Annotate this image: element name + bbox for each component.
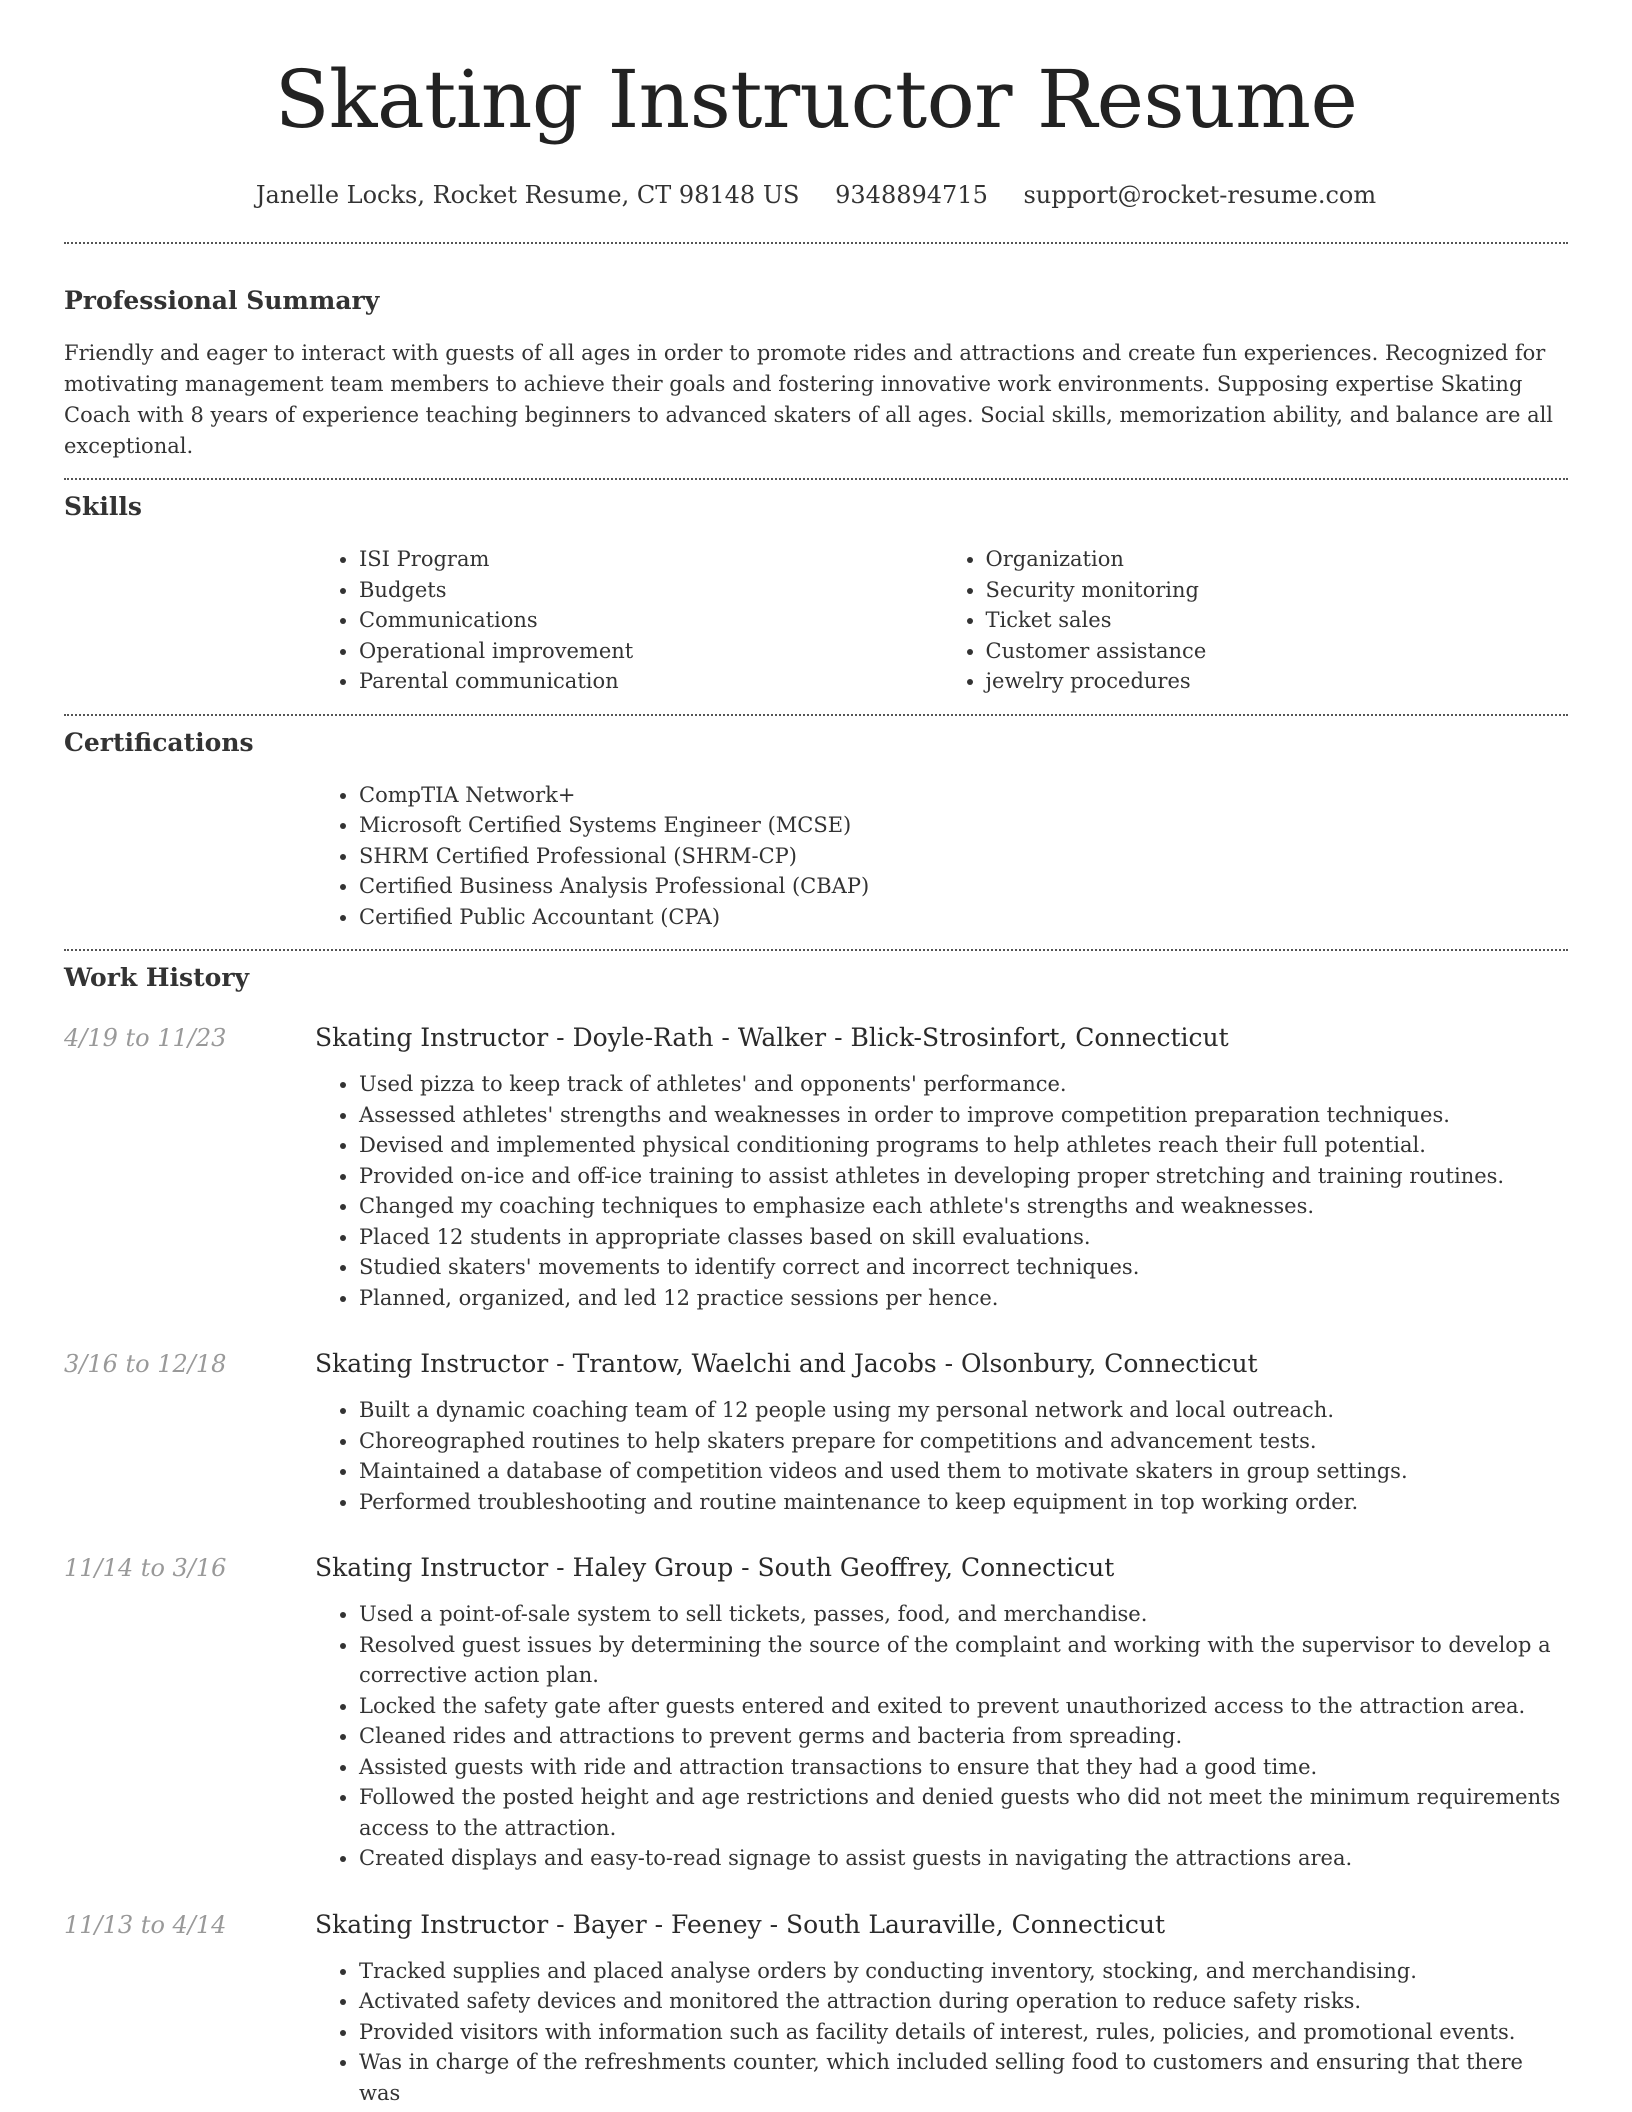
job-entry xyxy=(64,1908,1568,2109)
work-history-section xyxy=(64,951,1568,2108)
list-item: • Locked the safety gate after guests entered and exited to prevent unauthorized access to the attraction area. xyxy=(359,1691,1568,1722)
resume-title: Skating Instructor Resume xyxy=(274,53,1358,146)
list-item: • Choreographed routines to help skaters prepare for competitions and advancement tests. xyxy=(359,1426,1568,1457)
list-item: • Communications xyxy=(359,605,942,636)
contact-line xyxy=(64,178,1568,212)
job-bullets xyxy=(315,1599,1568,1874)
list-item: • Devised and implemented physical conditioning programs to help athletes reach their full potential. xyxy=(359,1130,1568,1161)
list-item: • Used a point-of-sale system to sell tickets, passes, food, and merchandise. xyxy=(359,1599,1568,1630)
list-item: • Resolved guest issues by determining the source of the complaint and working with the supervisor to develop a corrective action plan. xyxy=(359,1630,1568,1691)
list-item: • jewelry procedures xyxy=(986,666,1569,697)
list-item: • Followed the posted height and age restrictions and denied guests who did not meet the minimum requirements access to the attraction. xyxy=(359,1782,1568,1843)
job-bullets xyxy=(315,1395,1568,1517)
skills-section xyxy=(64,480,1568,714)
summary-section xyxy=(64,244,1568,478)
certifications-section xyxy=(64,716,1568,950)
contact-address: Janelle Locks, Rocket Resume, CT 98148 US xyxy=(255,181,800,209)
job-title: Skating Instructor - Bayer - Feeney - South Lauraville, Connecticut xyxy=(315,1909,1165,1939)
job-date: 11/14 to 3/16 xyxy=(64,1554,227,1582)
list-item: • Parental communication xyxy=(359,666,942,697)
list-item: • Customer assistance xyxy=(986,636,1569,667)
list-item: • Ticket sales xyxy=(986,605,1569,636)
list-item: • Organization xyxy=(986,544,1569,575)
list-item: • Tracked supplies and placed analyse orders by conducting inventory, stocking, and merchandising. xyxy=(359,1956,1568,1987)
list-item: • Created displays and easy-to-read signage to assist guests in navigating the attractions area. xyxy=(359,1843,1568,1874)
list-item: • Microsoft Certified Systems Engineer (MCSE) xyxy=(359,810,1568,841)
list-item: • Operational improvement xyxy=(359,636,942,667)
skills-grid xyxy=(315,544,1568,697)
list-item: • Assisted guests with ride and attraction transactions to ensure that they had a good time. xyxy=(359,1752,1568,1783)
job-entry xyxy=(64,1021,1568,1313)
certifications-list xyxy=(315,780,1568,933)
list-item: • Placed 12 students in appropriate classes based on skill evaluations. xyxy=(359,1222,1568,1253)
list-item: • SHRM Certified Professional (SHRM-CP) xyxy=(359,841,1568,872)
section-heading-certifications: Certifications xyxy=(64,727,254,757)
summary-text: Friendly and eager to interact with guests of all ages in order to promote rides and attractions and create fun experiences. Recognized for motivating management team members to achieve their goals and fostering innovative work environments. Supposing expertise Skating Coach with 8 years of experience teaching beginners to advanced skaters of all ages. Social skills, memorization ability, and balance are all exceptional. xyxy=(64,341,1554,458)
list-item: • Cleaned rides and attractions to prevent germs and bacteria from spreading. xyxy=(359,1721,1568,1752)
list-item: • Activated safety devices and monitored the attraction during operation to reduce safety risks. xyxy=(359,1986,1568,2017)
list-item: • Certified Business Analysis Professional (CBAP) xyxy=(359,871,1568,902)
job-bullets xyxy=(315,1956,1568,2109)
list-item: • Provided on-ice and off-ice training to assist athletes in developing proper stretching and training routines. xyxy=(359,1161,1568,1192)
contact-email: support@rocket-resume.com xyxy=(1023,181,1377,209)
section-heading-summary: Professional Summary xyxy=(64,286,380,315)
job-date: 11/13 to 4/14 xyxy=(64,1910,227,1939)
list-item: • Planned, organized, and led 12 practice sessions per hence. xyxy=(359,1283,1568,1314)
list-item: • ISI Program xyxy=(359,544,942,575)
job-entry xyxy=(64,1347,1568,1517)
list-item: • Performed troubleshooting and routine maintenance to keep equipment in top working order. xyxy=(359,1487,1568,1518)
job-title: Skating Instructor - Haley Group - South Geoffrey, Connecticut xyxy=(315,1553,1115,1582)
job-bullets xyxy=(315,1069,1568,1313)
list-item: • Provided visitors with information such as facility details of interest, rules, policies, and promotional events. xyxy=(359,2017,1568,2048)
section-heading-work-history: Work History xyxy=(64,963,250,992)
skills-list-left xyxy=(315,544,942,697)
list-item: • Security monitoring xyxy=(986,575,1569,606)
list-item: • Budgets xyxy=(359,575,942,606)
section-heading-skills: Skills xyxy=(64,492,142,521)
list-item: • Certified Public Accountant (CPA) xyxy=(359,902,1568,933)
job-title: Skating Instructor - Doyle-Rath - Walker - Blick-Strosinfort, Connecticut xyxy=(315,1023,1229,1052)
job-date: 3/16 to 12/18 xyxy=(64,1350,227,1378)
list-item: • Was in charge of the refreshments counter, which included selling food to customers and ensuring that there was xyxy=(359,2047,1568,2108)
list-item: • Used pizza to keep track of athletes' and opponents' performance. xyxy=(359,1069,1568,1100)
list-item: • Maintained a database of competition videos and used them to motivate skaters in group settings. xyxy=(359,1456,1568,1487)
list-item: • Studied skaters' movements to identify correct and incorrect techniques. xyxy=(359,1252,1568,1283)
job-date: 4/19 to 11/23 xyxy=(64,1024,227,1052)
job-entry xyxy=(64,1551,1568,1874)
list-item: • Built a dynamic coaching team of 12 people using my personal network and local outreach. xyxy=(359,1395,1568,1426)
skills-list-right xyxy=(942,544,1569,697)
list-item: • CompTIA Network+ xyxy=(359,780,1568,811)
job-title: Skating Instructor - Trantow, Waelchi and Jacobs - Olsonbury, Connecticut xyxy=(315,1349,1258,1378)
list-item: • Assessed athletes' strengths and weaknesses in order to improve competition preparation techniques. xyxy=(359,1100,1568,1131)
contact-phone: 9348894715 xyxy=(835,181,988,209)
list-item: • Changed my coaching techniques to emphasize each athlete's strengths and weaknesses. xyxy=(359,1191,1568,1222)
